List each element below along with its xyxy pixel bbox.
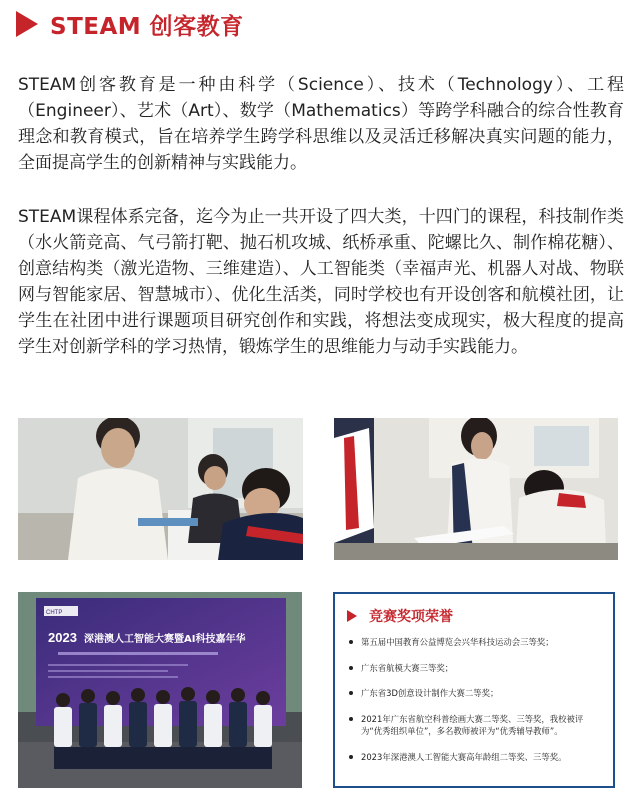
intro-paragraph-1: STEAM创客教育是一种由科学（Science）、技术（Technology）、工程（Engineer）、艺术（Art）、数学（Mathematics）等跨学科融合的综合性教育理念和教育模式，旨在培养学生跨学科思维以及灵活迁移解决真实问题的能力，全面提高学生的创新精神与实践能力。 <box>18 75 624 173</box>
award-item: 第五届中国教育公益博览会兴华科技运动会三等奖； <box>349 636 601 649</box>
awards-title: 竞赛奖项荣誉 <box>369 609 453 625</box>
awards-list <box>335 636 613 763</box>
banner-headline: 深港澳人工智能大赛暨AI科技嘉年华 <box>84 634 246 645</box>
award-item: 2023年深港澳人工智能大赛高年龄组二等奖、三等奖。 <box>349 751 601 764</box>
award-item: 2021年广东省航空科普绘画大赛二等奖、三等奖，我校被评为“优秀组织单位”，多名教师被评为“优秀辅导教师”。 <box>349 713 601 738</box>
triangle-bullet-icon <box>347 610 357 622</box>
photo-students-workshop <box>18 418 303 560</box>
triangle-bullet-icon <box>16 11 38 37</box>
page-title: STEAM 创客教育 <box>50 13 244 40</box>
awards-header <box>347 606 613 626</box>
photo-students-boat-model <box>334 418 618 560</box>
photo-ai-competition-group <box>18 592 302 788</box>
award-item: 广东省航模大赛三等奖； <box>349 662 601 675</box>
intro-paragraph-2: STEAM课程体系完备，迄今为止一共开设了四大类，十四门的课程，科技制作类（水火箭竞高、气弓箭打靶、抛石机攻城、纸桥承重、陀螺比久、制作棉花糖）、创意结构类（激光造物、三维建造）、人工智能类（幸福声光、机器人对战、物联网与智能家居、智慧城市）、优化生活类，同时学校也有开设创客和航模社团，让学生在社团中进行课题项目研究创作和实践，将想法变成现实，极大程度的提高学生对创新学科的学习热情，锻炼学生的思维能力与动手实践能力。 <box>18 207 624 357</box>
page-header <box>16 6 244 42</box>
banner-sub-label: CHTP <box>46 610 63 616</box>
awards-panel <box>333 592 615 788</box>
photo-ai-competition-illustration <box>18 592 302 788</box>
photo-students-workshop-illustration <box>18 418 303 560</box>
photo-students-boat-model-illustration <box>334 418 618 560</box>
banner-year: 2023 <box>48 630 77 645</box>
award-item: 广东省3D创意设计制作大赛二等奖； <box>349 687 601 700</box>
